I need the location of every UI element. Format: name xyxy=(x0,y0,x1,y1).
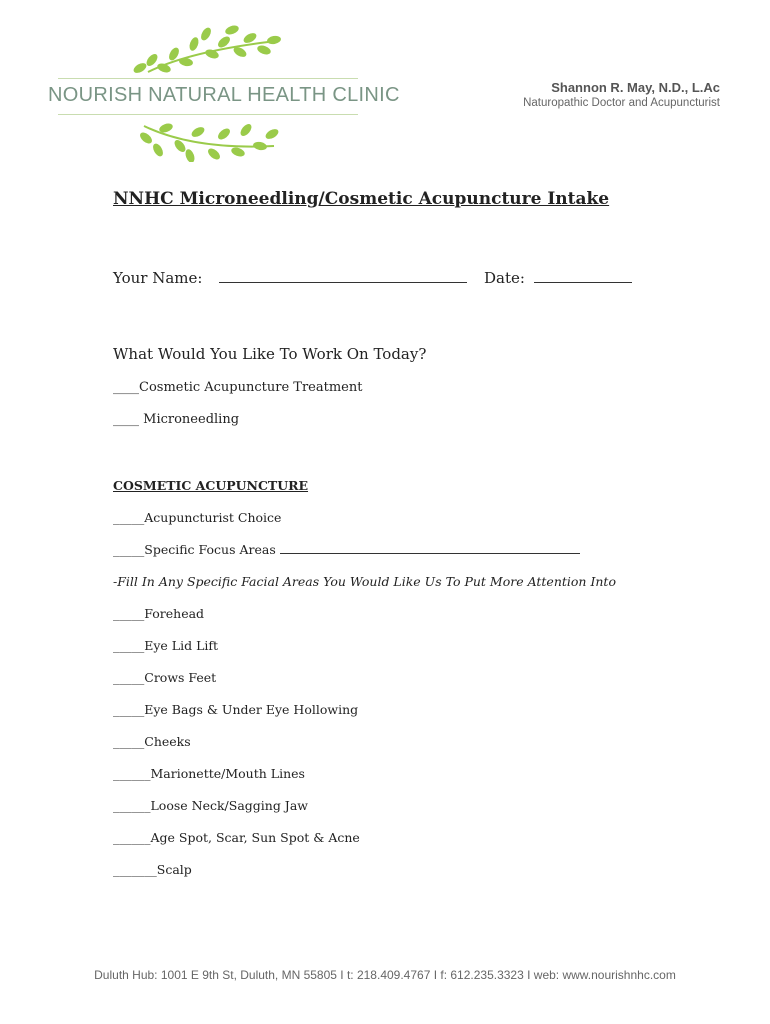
area-label: Eye Bags & Under Eye Hollowing xyxy=(144,702,359,717)
area-crows-feet[interactable] xyxy=(113,669,673,687)
clinic-name: NOURISH NATURAL HEALTH CLINIC xyxy=(48,84,400,106)
option-specific-focus-areas[interactable] xyxy=(113,541,673,559)
area-blank: ______ xyxy=(113,766,151,781)
option-microneedling[interactable] xyxy=(113,411,673,429)
footer-contact: Duluth Hub: 1001 E 9th St, Duluth, MN 55805 I t: 218.409.4767 I f: 612.235.3323 I web: www.nourishnhc.com xyxy=(94,968,676,982)
area-eye-bags[interactable] xyxy=(113,701,673,719)
area-scalp[interactable] xyxy=(113,861,673,879)
leaf-branch-top-icon xyxy=(128,22,288,78)
option-label: Cosmetic Acupuncture Treatment xyxy=(139,380,363,395)
option-blank: _____ xyxy=(113,542,145,557)
area-cheeks[interactable] xyxy=(113,733,673,751)
area-label: Eye Lid Lift xyxy=(144,638,219,653)
option-blank: ____ xyxy=(113,412,144,427)
area-label: Crows Feet xyxy=(144,670,217,685)
area-label: Marionette/Mouth Lines xyxy=(150,766,305,781)
area-blank: ______ xyxy=(113,830,151,845)
option-acupuncturist-choice[interactable] xyxy=(113,509,673,527)
logo-rule-top xyxy=(58,78,358,79)
doctor-name: Shannon R. May, N.D., L.Ac xyxy=(551,80,720,95)
area-marionette-lines[interactable] xyxy=(113,765,673,783)
name-label: Your Name: xyxy=(113,269,203,287)
instruction-text: -Fill In Any Specific Facial Areas You Would Like Us To Put More Attention Into xyxy=(113,574,616,589)
area-blank: _______ xyxy=(113,862,157,877)
clinic-logo xyxy=(48,22,400,162)
area-label: Loose Neck/Sagging Jaw xyxy=(150,798,308,813)
doctor-title: Naturopathic Doctor and Acupuncturist xyxy=(523,97,720,109)
form-title: NNHC Microneedling/Cosmetic Acupuncture Intake xyxy=(113,189,610,209)
section-heading: COSMETIC ACUPUNCTURE xyxy=(113,478,309,493)
area-loose-neck[interactable] xyxy=(113,797,673,815)
area-blank: _____ xyxy=(113,702,145,717)
leaf-branch-bottom-icon xyxy=(134,116,284,162)
option-cosmetic-acupuncture[interactable] xyxy=(113,379,673,397)
area-blank: _____ xyxy=(113,638,145,653)
option-blank: ____ xyxy=(113,380,139,395)
option-blank: _____ xyxy=(113,510,145,525)
name-field[interactable] xyxy=(219,268,467,283)
area-blank: _____ xyxy=(113,734,145,749)
area-forehead[interactable] xyxy=(113,605,673,623)
date-field[interactable] xyxy=(534,268,632,283)
option-label: Specific Focus Areas xyxy=(144,542,280,557)
specific-focus-field[interactable] xyxy=(280,541,580,554)
option-label: Microneedling xyxy=(143,412,240,427)
option-label: Acupuncturist Choice xyxy=(144,510,282,525)
intake-form xyxy=(113,186,673,879)
area-blank: ______ xyxy=(113,798,151,813)
area-label: Scalp xyxy=(156,862,192,877)
name-date-row xyxy=(113,267,673,289)
logo-rule-bottom xyxy=(58,114,358,115)
date-label: Date: xyxy=(484,269,525,287)
area-blank: _____ xyxy=(113,606,145,621)
doctor-info xyxy=(523,80,720,109)
area-label: Age Spot, Scar, Sun Spot & Acne xyxy=(150,830,360,845)
area-label: Forehead xyxy=(144,606,205,621)
area-blank: _____ xyxy=(113,670,145,685)
area-age-spot[interactable] xyxy=(113,829,673,847)
area-eye-lid-lift[interactable] xyxy=(113,637,673,655)
letterhead xyxy=(0,0,770,170)
area-label: Cheeks xyxy=(144,734,191,749)
work-on-question: What Would You Like To Work On Today? xyxy=(113,345,427,363)
